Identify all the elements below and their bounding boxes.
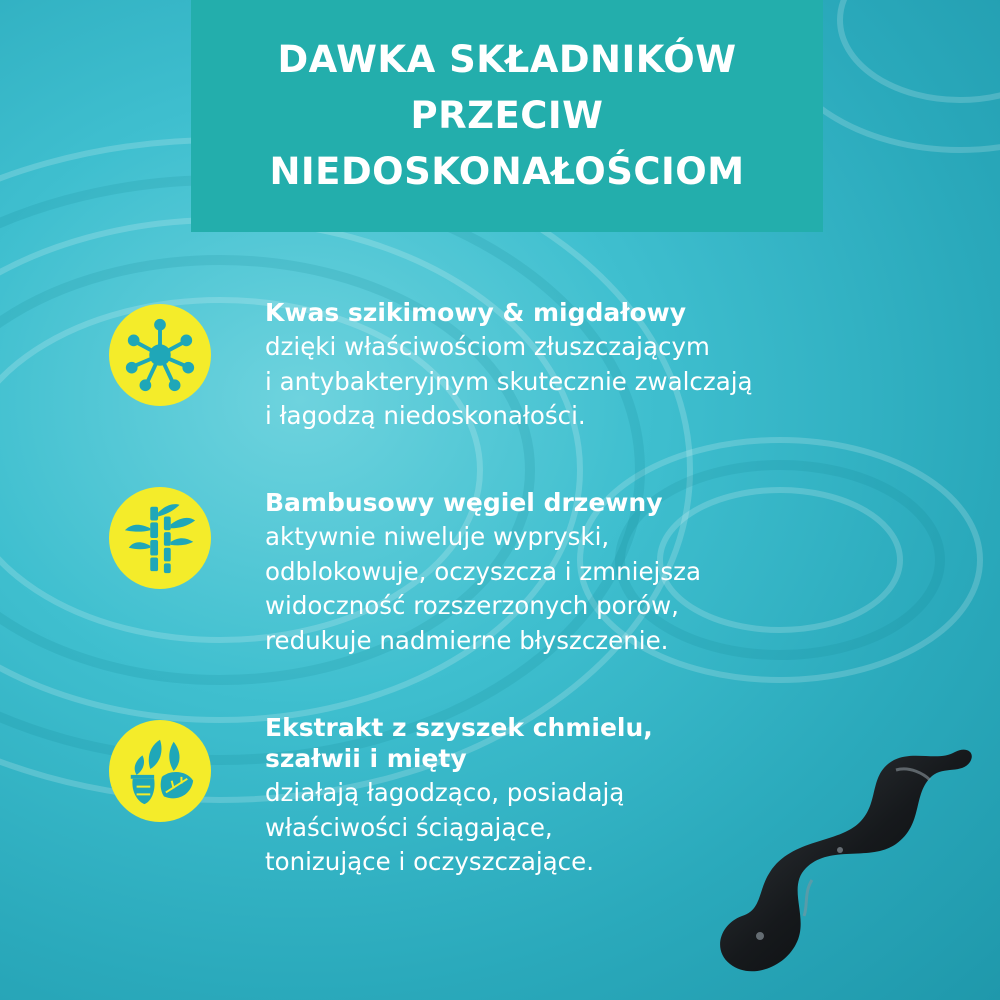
bamboo-icon [109, 487, 211, 589]
ingredient-title: Bambusowy węgiel drzewny [265, 488, 663, 517]
ingredient-description: działają łagodząco, posiadają właściwości ściągające, tonizujące i oczyszczające. [265, 778, 625, 876]
herbs-icon [109, 720, 211, 822]
ingredient-description: dzięki właściwościom złuszczającym i antybakteryjnym skutecznie zwalczają i łagodzą niedoskonałości. [265, 332, 753, 430]
charcoal-gel-swatch [700, 740, 1000, 1000]
ingredient-title: Kwas szikimowy & migdałowy [265, 298, 687, 327]
molecule-icon [109, 304, 211, 406]
header-banner [191, 0, 823, 232]
page-title: DAWKA SKŁADNIKÓW PRZECIW NIEDOSKONAŁOŚCIOM [269, 38, 745, 193]
ingredient-title: Ekstrakt z szyszek chmielu, szałwii i mięty [265, 713, 653, 773]
ingredient-description: aktywnie niweluje wypryski, odblokowuje, oczyszcza i zmniejsza widoczność rozszerzonych porów, redukuje nadmierne błyszczenie. [265, 522, 701, 655]
